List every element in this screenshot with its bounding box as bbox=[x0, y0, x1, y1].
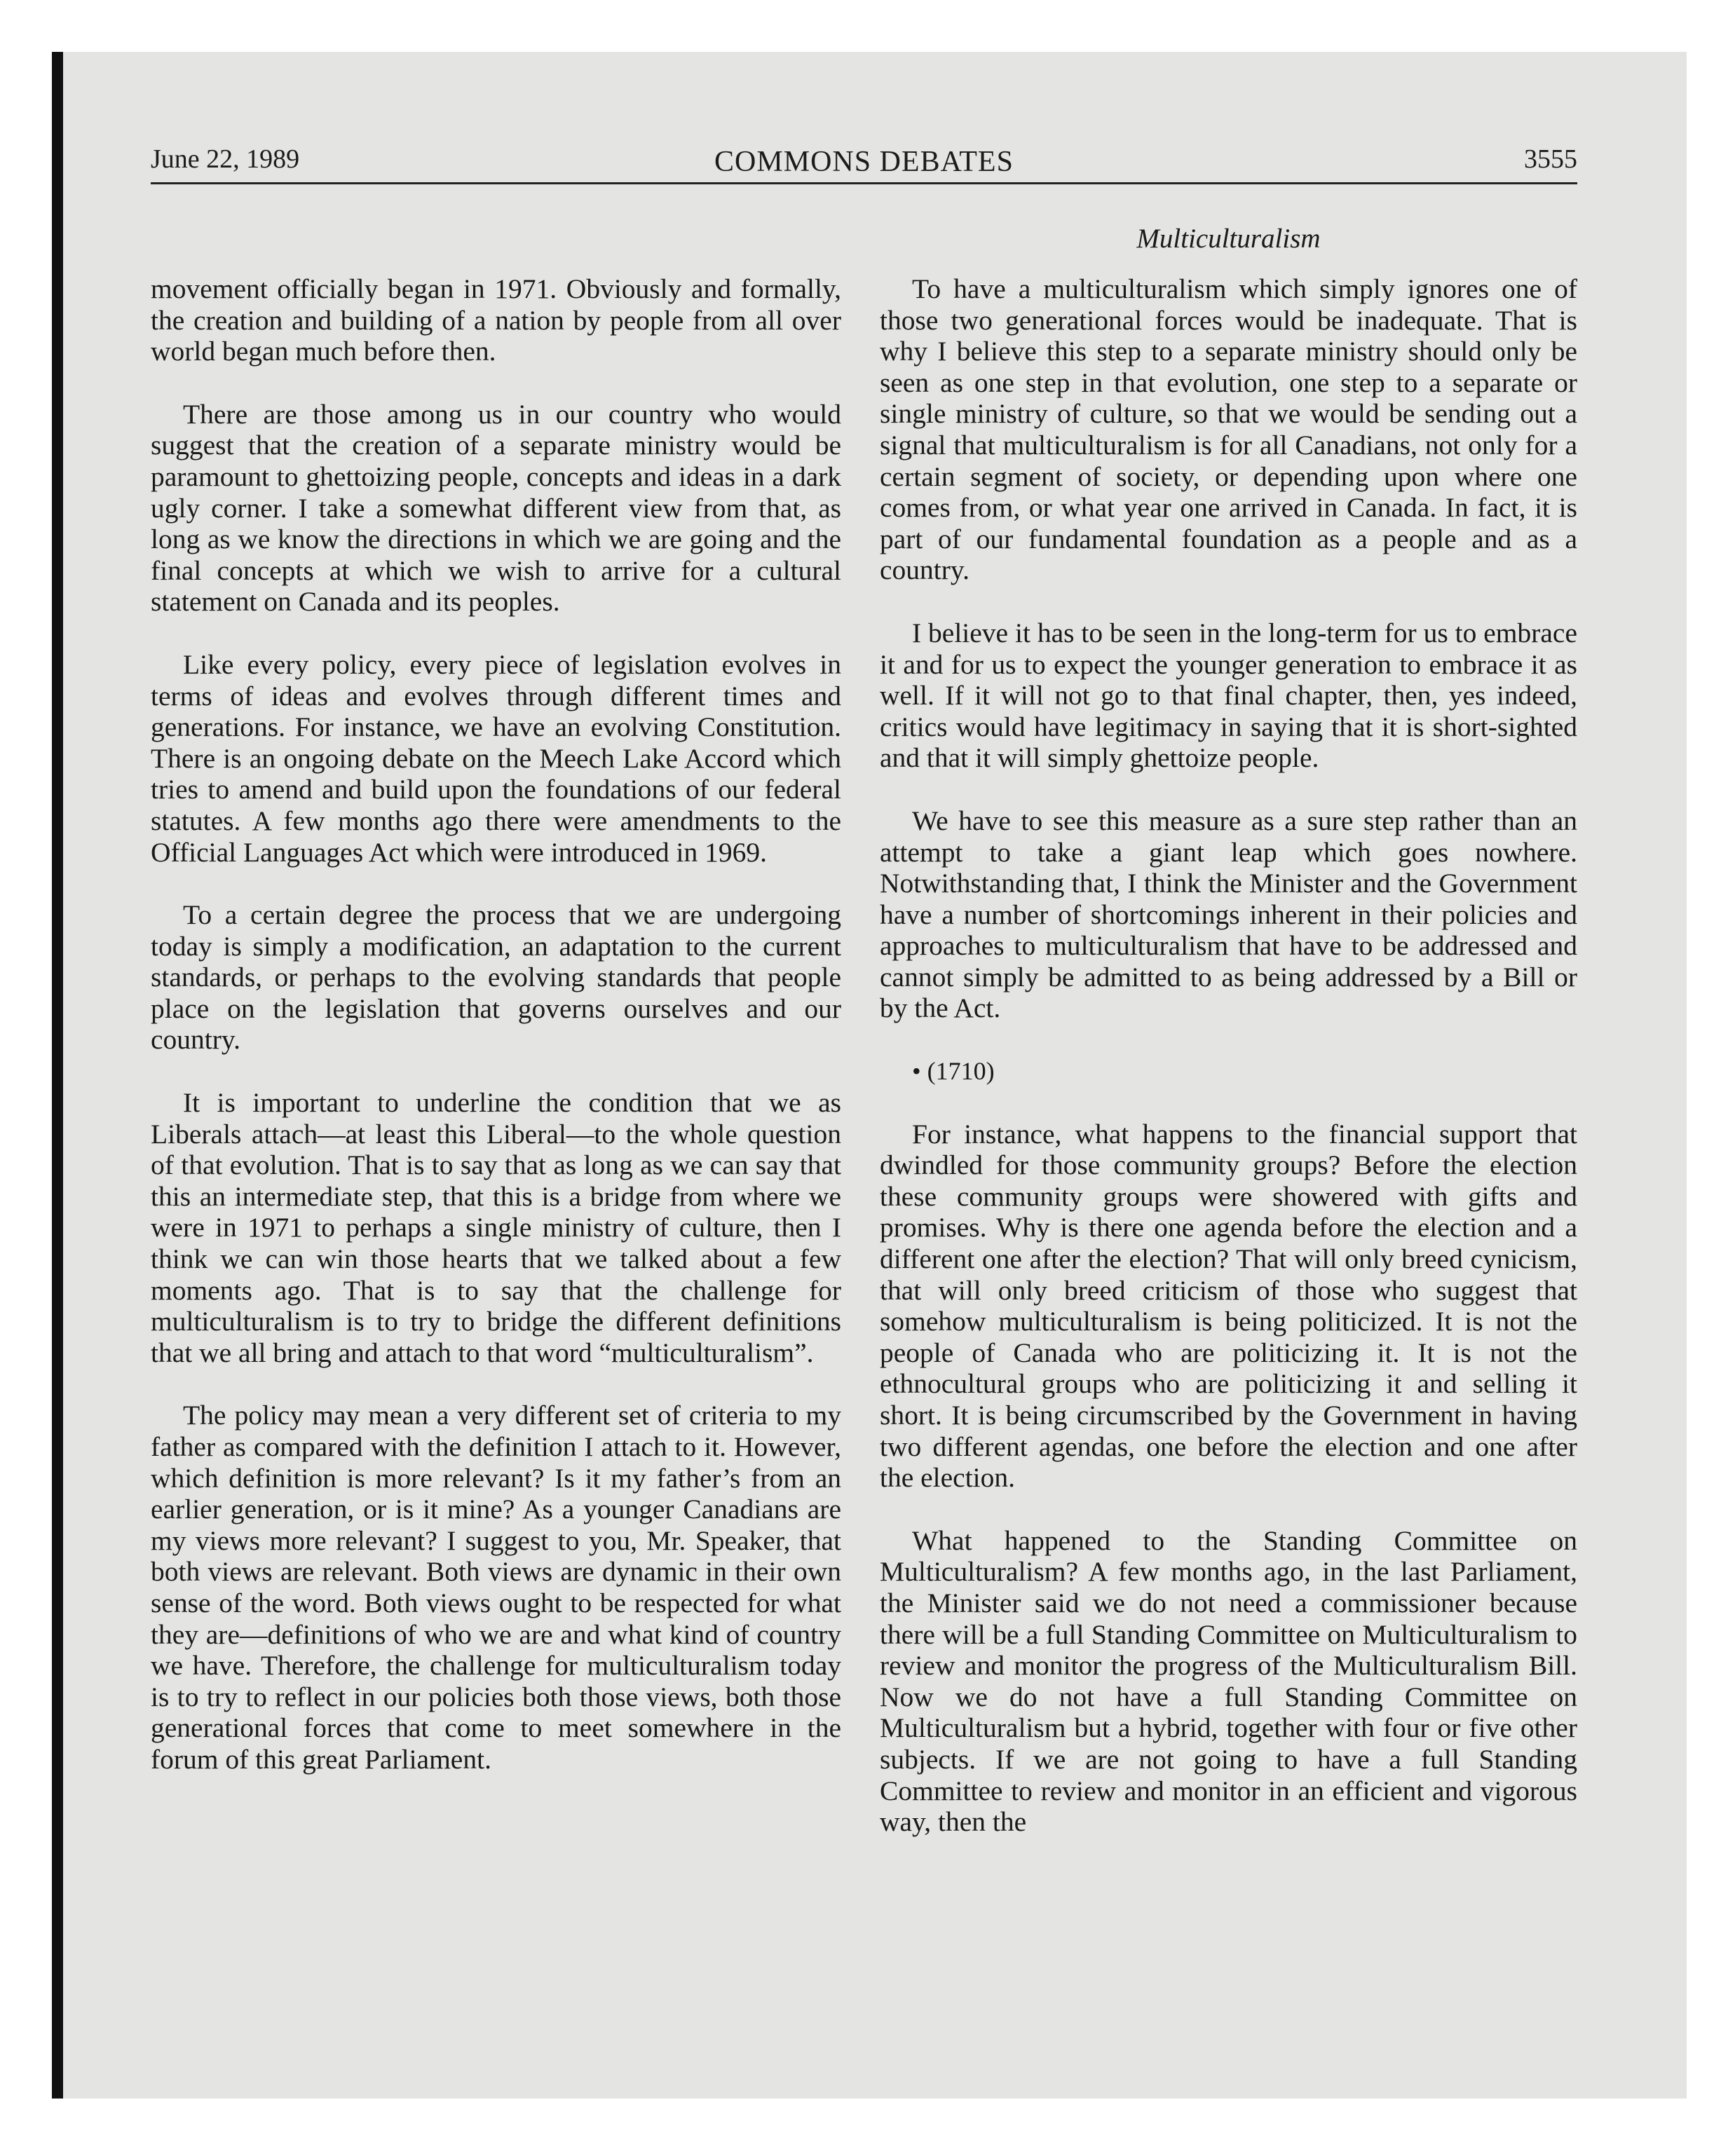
right-paragraph-3: We have to see this measure as a sure step rather than an attempt to take a giant leap which goes nowhere. Notwithstanding that, I think the Minister and the Government have a number of shortcomings inherent in their policies and approaches to multiculturalism that have to be addressed and cannot simply be admitted to as being addressed by a Bill or by the Act. bbox=[880, 805, 1577, 1024]
left-column bbox=[151, 273, 841, 1807]
right-paragraph-5: What happened to the Standing Committee on Multiculturalism? A few months ago, in the last Parliament, the Minister said we do not need a commissioner because there will be a full Standing Committee on Multiculturalism to review and monitor the progress of the Multiculturalism Bill. Now we do not have a full Standing Committee on Multiculturalism but a hybrid, together with four or five other subjects. If we are not going to have a full Standing Committee to review and monitor in an efficient and vigorous way, then the bbox=[880, 1524, 1577, 1838]
right-paragraph-2: I believe it has to be seen in the long-term for us to embrace it and for us to expect the younger generation to embrace it as well. If it will not go to that final chapter, then, yes indeed, critics would have legitimacy in saying that it is short-sighted and that it will simply ghettoize people. bbox=[880, 617, 1577, 774]
section-heading: Multiculturalism bbox=[1136, 224, 1321, 254]
left-paragraph-2: There are those among us in our country who would suggest that the creation of a separate ministry would be paramount to ghettoizing people, concepts and ideas in a dark ugly corner. I take a somewhat different view from that, as long as we know the directions in which we are going and the final concepts at which we wish to arrive for a cultural statement on Canada and its peoples. bbox=[151, 398, 841, 618]
header-rule bbox=[151, 182, 1577, 184]
header-date: June 22, 1989 bbox=[151, 144, 300, 174]
right-paragraph-1: To have a multiculturalism which simply ignores one of those two generational forces would be inadequate. That is why I believe this step to a separate ministry should only be seen as one step in that evolution, one step to a separate or single ministry of culture, so that we would be sending out a signal that multiculturalism is for all Canadians, not only for a certain segment of society, or depending upon where one comes from, or what year one arrived in Canada. In fact, it is part of our fundamental foundation as a people and as a country. bbox=[880, 273, 1577, 586]
left-paragraph-1: movement officially began in 1971. Obviously and formally, the creation and building of a nation by people from all over world began much before then. bbox=[151, 273, 841, 367]
timestamp-marker: • (1710) bbox=[912, 1057, 995, 1086]
header-title: COMMONS DEBATES bbox=[714, 146, 1014, 178]
left-paragraph-3: Like every policy, every piece of legislation evolves in terms of ideas and evolves through different times and generations. For instance, we have an evolving Constitution. There is an ongoing debate on the Meech Lake Accord which tries to amend and build upon the foundations of our federal statutes. A few months ago there were amendments to the Official Languages Act which were introduced in 1969. bbox=[151, 648, 841, 868]
header-page-number: 3555 bbox=[1524, 144, 1577, 174]
left-paragraph-6: The policy may mean a very different set of criteria to my father as compared with the definition I attach to it. However, which definition is more relevant? Is it my father’s from an earlier generation, or is it mine? As a younger Canadians are my views more relevant? I suggest to you, Mr. Speaker, that both views are relevant. Both views are dynamic in their own sense of the word. Both views ought to be respected for what they are—definitions of who we are and what kind of country we have. Therefore, the challenge for multiculturalism today is to try to reflect in our policies both those views, both those generational forces that come to meet somewhere in the forum of this great Parliament. bbox=[151, 1400, 841, 1775]
left-paragraph-5: It is important to underline the condition that we as Liberals attach—at least this Liberal—to the whole question of that evolution. That is to say that as long as we can say that this an intermediate step, that this is a bridge from where we were in 1971 to perhaps a single ministry of culture, then I think we can win those hearts that we talked about a few moments ago. That is to say that the challenge for multiculturalism is to try to bridge the different definitions that we all bring and attach to that word “multiculturalism”. bbox=[151, 1087, 841, 1368]
right-paragraph-4: For instance, what happens to the financial support that dwindled for those community groups? Before the election these community groups were showered with gifts and promises. Why is there one agenda before the election and a different one after the election? That will only breed cynicism, that will only breed criticism of those who suggest that somehow multiculturalism is being politicized. It is not the people of Canada who are politicizing it. It is not the ethnocultural groups who are politicizing it and selling it short. It is being circumscribed by the Government in having two different agendas, one before the election and one after the election. bbox=[880, 1118, 1577, 1494]
right-column bbox=[880, 273, 1577, 1869]
page-header bbox=[151, 144, 1577, 186]
left-paragraph-4: To a certain degree the process that we are undergoing today is simply a modification, an adaptation to the current standards, or perhaps to the evolving standards that people place on the legislation that governs ourselves and our country. bbox=[151, 899, 841, 1056]
